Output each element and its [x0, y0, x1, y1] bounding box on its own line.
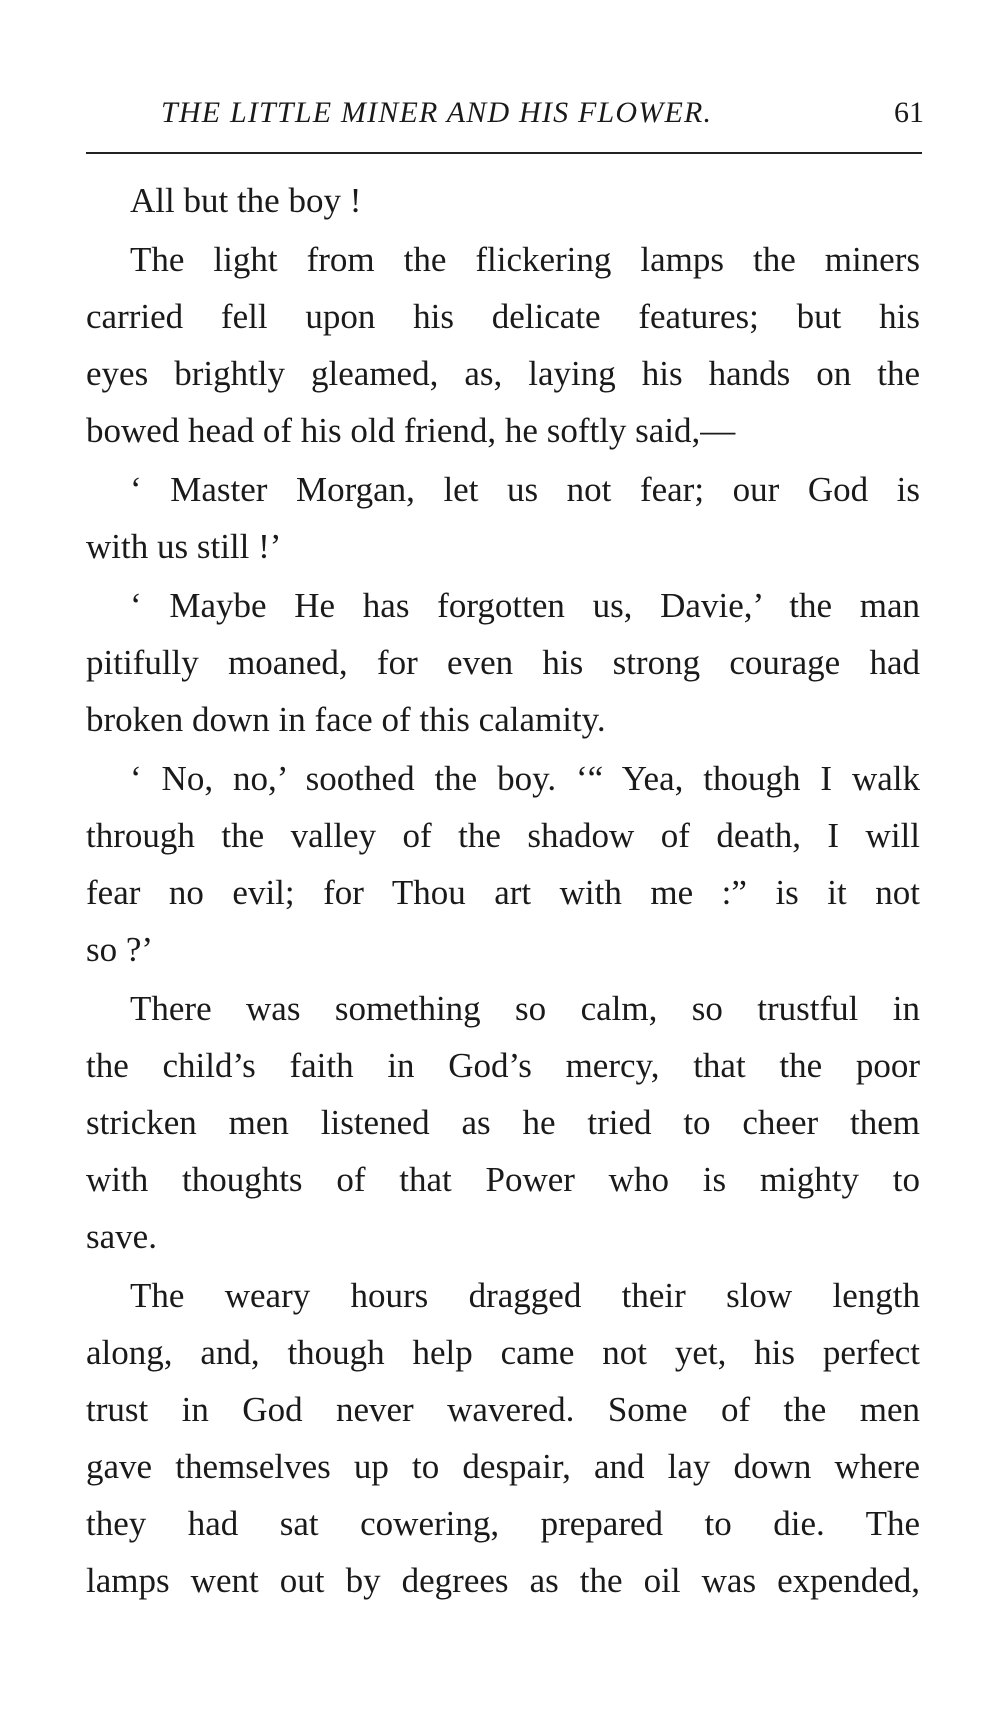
- paragraph-5: [86, 750, 920, 978]
- paragraph-6: [86, 980, 920, 1265]
- text-line: so ?’: [86, 930, 154, 969]
- text-line: fear no evil; for Thou art with me :” is it not: [86, 873, 920, 912]
- text-line: they had sat cowering, prepared to die. The: [86, 1504, 920, 1543]
- text-line: gave themselves up to despair, and lay down where: [86, 1447, 920, 1486]
- header-rule: [86, 152, 922, 154]
- paragraph-3: [86, 461, 920, 575]
- text-line: The light from the flickering lamps the miners: [130, 240, 920, 279]
- text-line: eyes brightly gleamed, as, laying his hands on the: [86, 354, 920, 393]
- text-line: ‘ Maybe He has forgotten us, Davie,’ the man: [130, 586, 920, 625]
- text-line: All but the boy !: [130, 181, 362, 220]
- text-line: There was something so calm, so trustful in: [130, 989, 920, 1028]
- paragraph-1: [86, 172, 920, 229]
- text-line: broken down in face of this calamity.: [86, 700, 606, 739]
- text-line: trust in God never wavered. Some of the men: [86, 1390, 920, 1429]
- running-title: THE LITTLE MINER AND HIS FLOWER.: [161, 96, 713, 129]
- text-line: the child’s faith in God’s mercy, that the poor: [86, 1046, 920, 1085]
- text-line: along, and, though help came not yet, his perfect: [86, 1333, 920, 1372]
- text-line: The weary hours dragged their slow length: [130, 1276, 920, 1315]
- text-line: lamps went out by degrees as the oil was expended,: [86, 1561, 920, 1600]
- page-number: 61: [894, 96, 924, 129]
- body-text: [86, 172, 920, 1611]
- text-line: pitifully moaned, for even his strong courage had: [86, 643, 920, 682]
- text-line: through the valley of the shadow of death, I will: [86, 816, 920, 855]
- paragraph-7: [86, 1267, 920, 1609]
- text-line: with us still !’: [86, 527, 282, 566]
- paragraph-2: [86, 231, 920, 459]
- text-line: bowed head of his old friend, he softly said,—: [86, 411, 736, 450]
- text-line: with thoughts of that Power who is mighty to: [86, 1160, 920, 1199]
- text-line: stricken men listened as he tried to cheer them: [86, 1103, 920, 1142]
- text-line: save.: [86, 1217, 157, 1256]
- paragraph-4: [86, 577, 920, 748]
- text-line: ‘ No, no,’ soothed the boy. ‘“ Yea, though I walk: [130, 759, 920, 798]
- text-line: carried fell upon his delicate features; but his: [86, 297, 920, 336]
- text-line: ‘ Master Morgan, let us not fear; our God is: [130, 470, 920, 509]
- running-head: [86, 92, 924, 136]
